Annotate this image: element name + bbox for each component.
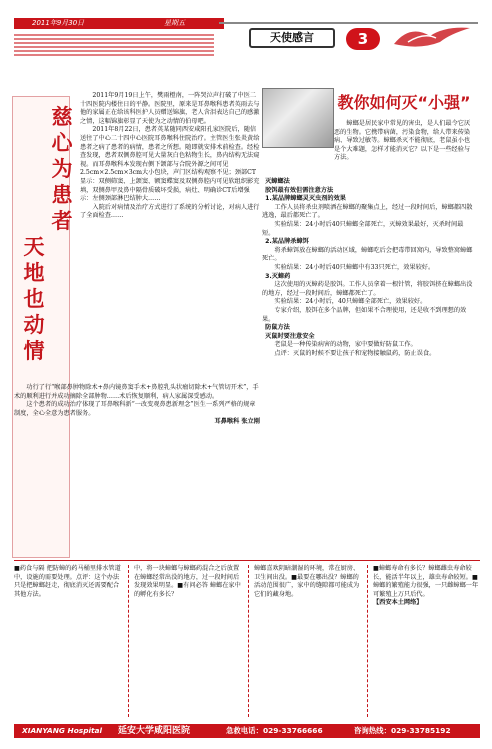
page-footer	[14, 724, 480, 738]
item-text: 工作人员将杀虫剂喷洒在蟑螂的聚集点上，经过一段时间后，蟑螂都四散逃逸，最后都死亡了。	[262, 203, 473, 220]
section-subheading: 胶饵最有效但需注意方法	[265, 186, 334, 194]
bottom-credit: 【西安本土网络】	[373, 599, 423, 607]
article-photo	[262, 88, 334, 148]
headline-column-1: 慈心为患者	[51, 105, 73, 233]
item-heading: 3.灭蟑药	[265, 272, 291, 280]
bottom-column: 中，将一块蟑螂与蟑螂药混合之后放置在蟑螂经常出没的地方，过一段时间后发现效果明显。■有问必答 蟑螂在家中的孵化有多长？	[134, 565, 241, 598]
section-subheading: 灭鼠时要注意安全	[265, 332, 315, 340]
item-heading: 1.某品牌蟑螂灵灭虫剂的效果	[265, 195, 346, 203]
bottom-column: ■药食与隔 把防蟑的药马桶里排水管道中，设施的需要处理。点评：这个办法只是把蟑螂赶走，彻底消灭还需要配合其他方法。	[14, 565, 121, 598]
article-paragraph: 2011年9月19日上午，樊雨橙南，一阵哭泣声打破了中医二十四医院内楼住日的平静。医院里，原来是耳鼻喉科患者英雨去与他的家属正在给该科医护人员赠送锦旗，老人含泪表达自己的感激之情，这幅锦旗彰显了天使为之动情的伯母吧。	[80, 92, 260, 125]
article-paragraph: 这个患者的成功治疗体现了耳鼻喉科新“一改变观鼻患新理念”医生一系列严格的规章制度，全心全意为患者服务。	[14, 401, 256, 417]
item-text: 实验结果：24小时后40只蟑螂中有33只死亡，效果较好。	[274, 263, 435, 271]
left-article-continued	[14, 384, 260, 427]
right-article-body	[262, 178, 474, 358]
dove-logo-icon	[390, 22, 478, 52]
issue-weekday: 星期五	[164, 19, 185, 27]
item-text: 实验结果：24小时后40只蟑螂全部死亡，灭蟑效果最好，灭杀时间最短。	[262, 220, 464, 237]
item-text: 将杀蟑饵放在蟑螂的活动区域，蟑螂吃后会把毒带回窝内，导致整窝蟑螂死亡。	[262, 246, 473, 263]
date-bar	[14, 18, 224, 29]
column-divider	[367, 565, 368, 717]
column-divider	[128, 565, 129, 717]
item-text: 专家介绍，胶饵在多个品牌，但如果不合理使用，还是收不到理想的效果。	[262, 306, 467, 323]
footer-emergency: 急救电话：029-33766666	[226, 726, 323, 735]
left-headline	[16, 104, 73, 544]
page-number: 3	[346, 28, 380, 50]
bottom-column: 蟑螂喜欢阴暗潮湿的环境，常在厨房、卫生间出没。■最要在哪出没？蟑螂的活动范围很广，家中的缝隙都可能成为它们的藏身地。	[254, 565, 360, 598]
article-paragraph: 功行了行“喉部鼻肿物除术+鼻内镜鼻窦手术+鼻腔乳头状瘤切除术+气管切开术”，手术的顺利进行并成功摘除全部肿物……术后恢复顺利，病人家属深受感动。	[14, 384, 259, 400]
footer-hospital: 延安大学咸阳医院	[118, 726, 191, 736]
footer-consult: 咨询热线：029-33785192	[354, 726, 451, 735]
right-intro	[334, 120, 474, 163]
section-heading: 灭蟑螂法	[265, 178, 290, 185]
section-heading: 防鼠方法	[265, 324, 290, 332]
tip-text: 点评：灭鼠的时候不要让孩子和宠物接触鼠药，防止误食。	[274, 349, 436, 357]
bottom-section	[14, 560, 480, 721]
left-article-body	[80, 92, 260, 221]
tip-text: 老鼠是一种传染病害的动物，家中要做好防鼠工作。	[274, 341, 417, 349]
headline-column-2: 天地也动情	[23, 235, 45, 363]
item-text: 这次使用的灭蟑药是胶饵。工作人员拿着一根针管，将胶饵挤在蟑螂出没的地方，经过一段时间后，蟑螂都死亡了。	[262, 281, 473, 297]
bottom-column	[373, 565, 480, 608]
issue-date: 2011年9月30日	[32, 19, 85, 27]
page-header	[14, 18, 478, 74]
item-text: 实验结果：24小时后，40只蟑螂全部死亡，效果较好。	[274, 298, 427, 306]
footer-brand: XIANYANG Hospital	[22, 726, 103, 735]
column-name: 天使感言	[249, 28, 335, 48]
article-paragraph: 2011年8月22日，患者英某随同西安咸阳孔家医院后，随信送往了中心二十四中心医院耳鼻喉科住院治疗。主管医生张炎黄给患者之病了患者的病情，患者之所想。随即就安排术前检查。经检查发现，患者双侧鼻腔可见大量灰白色粘物生长，鼻内结构无法窥视。而耳鼻喉科本发现右侧下颌部与合院外源之间可见2.5cm×2.5cm×3cm大小包块，声门区结构观察不见；颈部CT显示：双侧筛窦、上颌窦、额窦蝶窦及双侧鼻腔内可见软组织影充填，双侧鼻甲及鼻中隔骨质破坏受损，病灶、明确诊CT后增强示：左侧颈部淋巴结肿大……	[80, 126, 260, 203]
intro-paragraph: 蟑螂是居民家中常见的害虫，是人们最令它厌恶的生物。它携带病菌，污染食物，给人带来传染病、导致过敏等。蟑螂杀灭不能彻底，老鼠虽小也是个大难题，怎样才能消灭它？以下是一些经验与方法。	[334, 120, 471, 162]
bottom-column-text: ■蟑螂寿命有多长？蟑螂雌虫寿命较长，能活半年以上，雄虫寿命较短。■蟑螂的繁殖能力很强，一只雌蟑螂一年可繁殖上万只后代。	[373, 565, 479, 598]
article-paragraph: 入院后对病情及治疗方式进行了系统的分析讨论，对病人进行了全面检查……	[80, 203, 260, 220]
item-heading: 2.某品牌杀蟑饵	[265, 238, 309, 246]
column-divider	[248, 565, 249, 717]
right-headline: 教你如何灭“小强”	[337, 93, 471, 112]
header-stripes	[14, 34, 214, 56]
article-credit: 耳鼻喉科 张立刚	[214, 418, 260, 426]
